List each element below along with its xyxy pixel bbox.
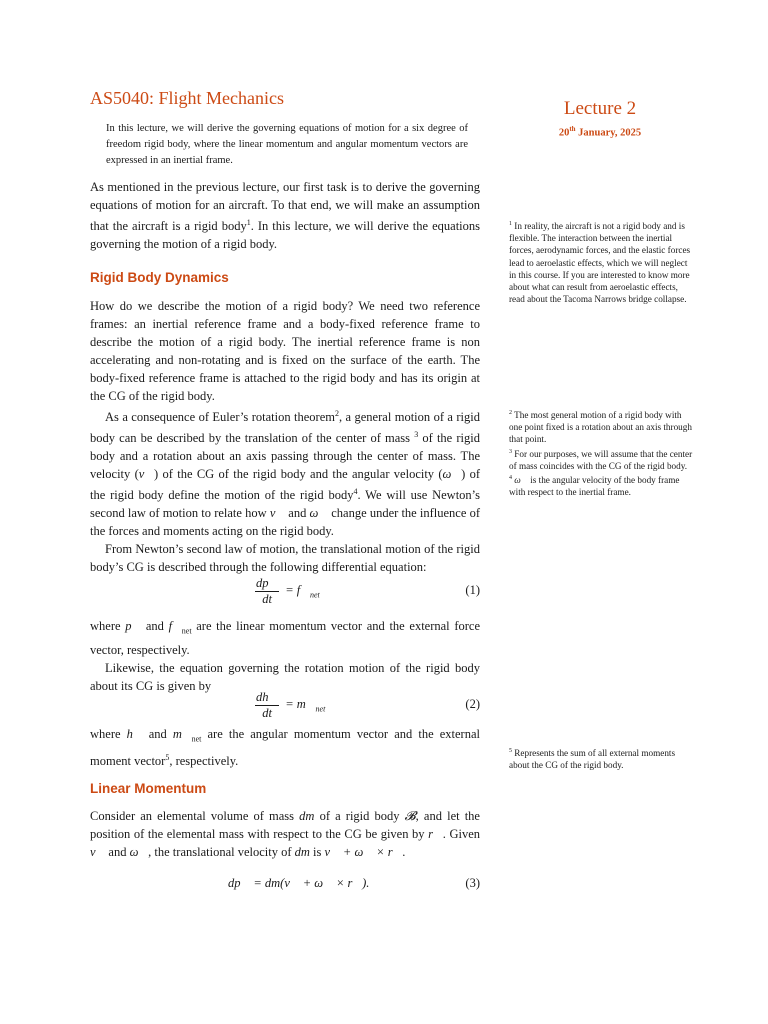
sidenote-mark: 5 [509,748,512,754]
force-subscript: net [181,626,192,636]
text-run: , and let the position of the elemental mass with respect to the CG be given by [90,809,480,841]
abstract: In this lecture, we will derive the governing equations of motion for a six degree of freedom rigid body, where the linear momentum and angular momentum vectors are expressed in an inertial frame. [106,123,468,166]
force-symbol: f⃗ [168,619,182,633]
text-run: , the translational velocity of [148,845,295,859]
sidenote-text: The most general motion of a rigid body with one point fixed is a rotation about an axis through that point. [509,410,692,445]
course-title: AS5040: Flight Mechanics [90,88,284,108]
sidenote-mark: 4 [509,475,512,482]
sidenote-1 [509,218,695,305]
intro-text-b: . In this lecture, we will derive the equations governing the motion of a rigid body. [90,219,481,252]
text-run: of the rigid body and a rotation about an axis passing through the center of mass. The velocity ( [90,431,480,482]
sidenote-5 [509,745,695,771]
footnote-ref-1: 1 [246,218,251,227]
sidenote-mark: 1 [509,221,512,227]
text-run: and [142,727,173,741]
sidenote-text: For our purposes, we will assume that the center of mass coincides with the CG of the rigid body. [509,448,693,471]
intro-text-a: As mentioned in the previous lecture, our first task is to derive the governing equations of motion for an aircraft. To that end, we will make an assumption that the aircraft is a rigid body [90,180,480,234]
numerator: dp⃗ [256,575,279,590]
momentum-symbol: p⃗ [125,619,142,633]
section-heading-linear-momentum: Linear Momentum [90,781,207,796]
omega-symbol: ω⃗ [309,506,329,521]
intro-paragraph [90,178,480,253]
equation-number: (3) [465,876,480,890]
moment-symbol: m⃗ [172,727,192,741]
text-run: ) of the CG of the rigid body and the angular velocity ( [154,467,443,482]
rigid-body-text [90,297,480,576]
sidenote-mark: 2 [509,410,512,416]
footnote-ref-3: 3 [414,430,419,440]
text-run: where [90,727,127,741]
text-run: and [105,845,130,859]
omega-symbol: ω⃗ [512,475,528,486]
numerator: dh⃗ [256,689,279,704]
equation-3 [90,876,480,894]
text-run: As a consequence of Euler’s rotation theorem [105,410,335,425]
text-run: is [309,845,325,859]
linear-momentum-text [90,807,480,861]
mass-symbol: dm [294,845,310,859]
text-run: are the linear momentum vector and the external force vector, respectively. [90,619,480,657]
rhs-symbol: = f⃗ [285,582,310,597]
text-run: are the angular momentum vector and the external moment vector [90,727,480,768]
rigid-body-paragraph-6 [90,725,480,770]
equation-rhs [285,583,320,600]
fraction [255,576,279,607]
velocity-symbol: v⃗ [90,845,106,859]
velocity-symbol: v⃗ [269,506,286,521]
position-symbol: r⃗ [428,827,443,841]
linear-momentum-paragraph-1 [90,807,480,861]
rigid-body-paragraph-2 [90,405,480,540]
footnote-ref-2: 2 [334,409,339,418]
text-run: and [285,506,310,521]
sidenote-3 [509,446,695,472]
sidenote-text: is the angular velocity of the body frame with respect to the inertial frame. [509,475,680,498]
equation-number: (1) [465,583,480,597]
rigid-body-paragraph-1: How do we describe the motion of a rigid body? We need two reference frames: an inertial reference frame and a body-fixed reference frame to describe the motion of a rigid body. The inertial reference frame is non accelerating and non-rotating and is fixed on the surface of the earth. The body-fixed reference frame is attached to the rigid body and has its origin at the CG of the rigid body. [90,299,480,403]
rigid-body-paragraph-3: From Newton’s second law of motion, the translational motion of the rigid body’s CG is described through the following differential equation: [90,542,480,575]
sidenote-text: In reality, the aircraft is not a rigid body and is flexible. The interaction between the inertial forces, aerodynamic forces, and the elastic forces lead to aeroelastic effects, which we will neglect in this course. If you are interested to know more about what can result from aeroelastic effects, read about the Tacoma Narrows bridge collapse. [509,221,691,305]
omega-symbol: ω⃗ [129,845,149,859]
text-run: where [90,619,126,633]
text-run: Consider an elemental volume of mass [90,809,300,823]
sidenote-2 [509,407,695,446]
fraction [255,690,279,721]
text-run: and [141,619,169,633]
equation-1 [90,574,480,608]
sidenote-text: Represents the sum of all external moments about the CG of the rigid body. [509,748,676,771]
rhs-subscript: net [310,590,320,600]
footnote-ref-4: 4 [353,487,358,497]
rigid-body-text-3 [90,725,480,770]
rigid-body-paragraph-4 [90,617,480,659]
omega-symbol: ω⃗ [442,467,462,482]
text-run: ) of the rigid body define the motion of the rigid body [90,467,480,503]
equation-number: (2) [465,697,480,711]
section-heading-rigid-body: Rigid Body Dynamics [90,270,229,285]
text-run: . Given [442,827,480,841]
equation-expression: dp⃗ = dm(v⃗ + ω⃗ × r⃗). [228,876,370,890]
text-run: change under the influence of the forces and moments acting on the rigid body. [90,506,480,539]
sidenote-4 [509,472,695,498]
body-symbol: 𝓑 [404,809,416,823]
rigid-body-text-2 [90,617,480,695]
denominator: dt [262,591,272,606]
denominator: dt [262,705,272,720]
text-run: , a general motion of a rigid body can be described by the translation of the center of mass [90,410,480,446]
rigid-body-paragraph-5: Likewise, the equation governing the rotation motion of the rigid body about its CG is given by [90,660,480,693]
velocity-expression: v⃗ + ω⃗ × r⃗ [324,845,403,859]
rhs-symbol: = m⃗ [285,696,316,711]
angular-momentum-symbol: h⃗ [126,727,143,741]
equation-rhs [285,697,325,714]
lecture-date [530,125,670,139]
date-day: 20 [558,127,570,139]
lecture-title: Lecture 2 [563,98,637,119]
text-run: , respectively. [169,753,239,768]
mass-symbol: dm [299,809,315,823]
footnote-ref-5: 5 [165,752,170,762]
velocity-symbol: v⃗ [138,467,155,482]
text-run: . We will use Newton’s second law of motion to relate how [90,488,481,521]
moment-subscript: net [191,734,202,744]
sidenote-mark: 3 [509,448,512,455]
sidenotes-group [509,407,695,499]
text-run: . [402,845,406,859]
date-rest: January, 2025 [575,127,642,139]
text-run: of a rigid body [314,809,405,823]
rhs-subscript: net [315,704,326,714]
equation-2 [90,688,480,722]
date-suffix: th [569,125,576,133]
